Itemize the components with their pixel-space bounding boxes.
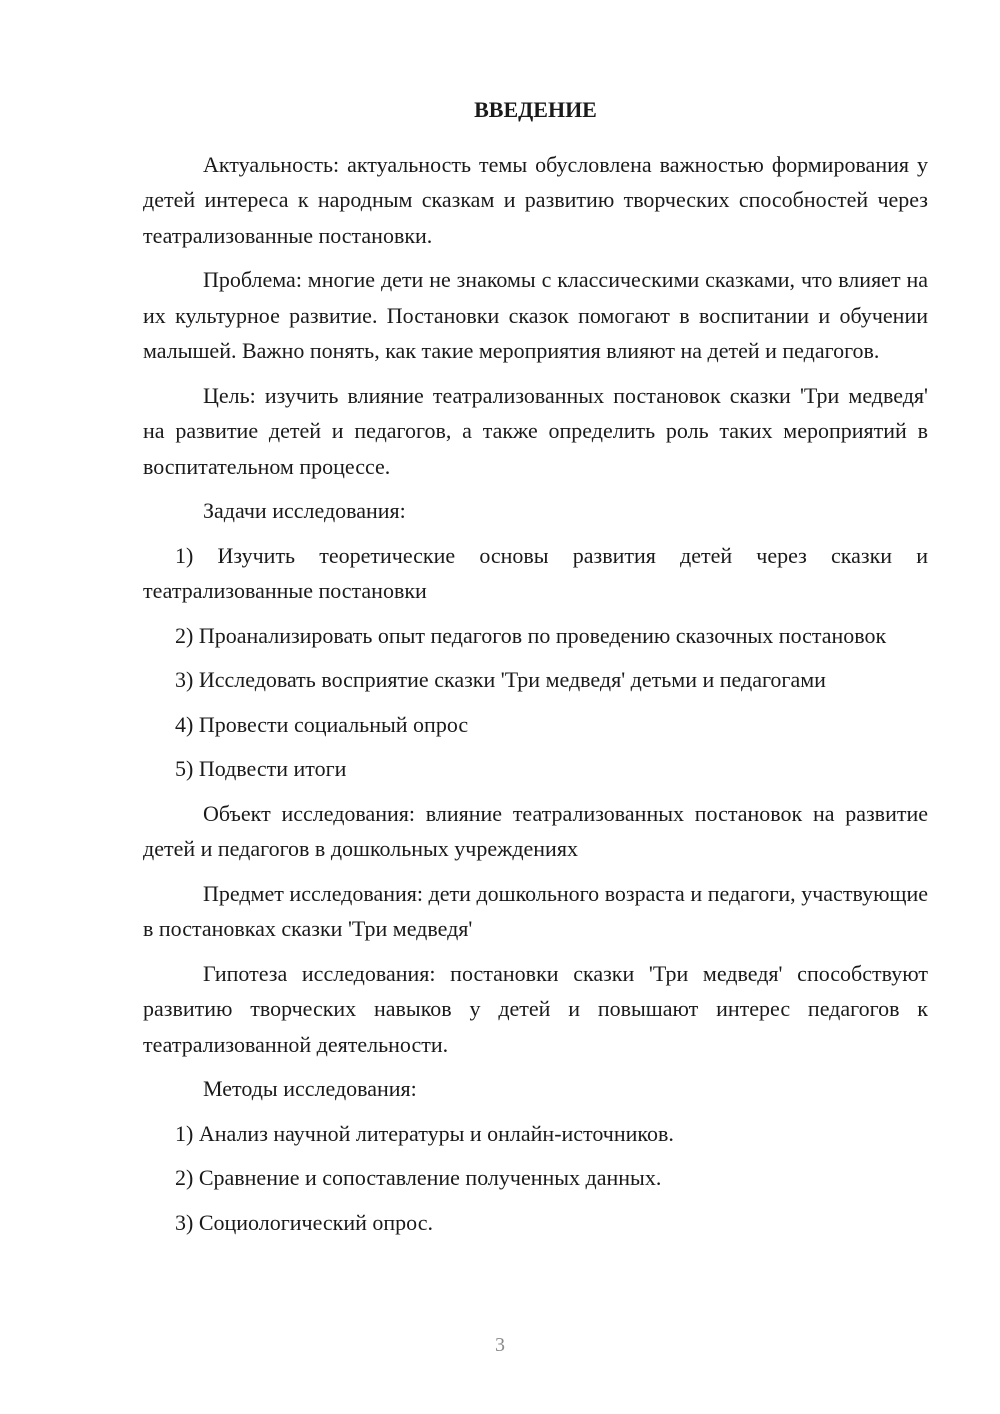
page-number: 3 bbox=[495, 1334, 505, 1356]
hypothesis-paragraph: Гипотеза исследования: постановки сказки 'Три медведя' способствуют развитию творческих навыков у детей и повышают интерес педагогов к театрализованной деятельности. bbox=[143, 960, 928, 1057]
task-item-5: 5) Подвести итоги bbox=[175, 756, 347, 781]
goal-paragraph: Цель: изучить влияние театрализованных постановок сказки 'Три медведя' на развитие детей и педагогов, а также определить роль таких мероприятий в воспитательном процессе. bbox=[143, 382, 928, 479]
task-item-3: 3) Исследовать восприятие сказки 'Три медведя' детьми и педагогами bbox=[175, 667, 826, 692]
method-item-1: 1) Анализ научной литературы и онлайн-источников. bbox=[175, 1120, 674, 1146]
task-item-1: 1) Изучить теоретические основы развития детей через сказки и театрализованные постановки bbox=[143, 542, 928, 603]
tasks-heading: Задачи исследования: bbox=[203, 498, 406, 523]
object-paragraph: Объект исследования: влияние театрализованных постановок на развитие детей и педагогов в дошкольных учреждениях bbox=[143, 800, 928, 861]
methods-heading: Методы исследования: bbox=[203, 1076, 417, 1101]
problem-paragraph: Проблема: многие дети не знакомы с классическими сказками, что влияет на их культурное развитие. Постановки сказок помогают в воспитании и обучении малышей. Важно понять, как такие мероприятия влияют на детей и педагогов. bbox=[143, 267, 928, 363]
document-page bbox=[143, 92, 928, 1249]
method-item-2: 2) Сравнение и сопоставление полученных данных. bbox=[175, 1165, 662, 1190]
relevance-paragraph: Актуальность: актуальность темы обусловлена важностью формирования у детей интереса к народным сказкам и развитию творческих способностей через театрализованные постановки. bbox=[143, 151, 928, 248]
method-item-3: 3) Социологический опрос. bbox=[175, 1209, 433, 1235]
page-title: ВВЕДЕНИЕ bbox=[474, 97, 597, 122]
task-item-2: 2) Проанализировать опыт педагогов по проведению сказочных постановок bbox=[175, 622, 887, 648]
subject-paragraph: Предмет исследования: дети дошкольного возраста и педагоги, участвующие в постановках сказки 'Три медведя' bbox=[143, 880, 928, 941]
task-item-4: 4) Провести социальный опрос bbox=[175, 711, 469, 737]
